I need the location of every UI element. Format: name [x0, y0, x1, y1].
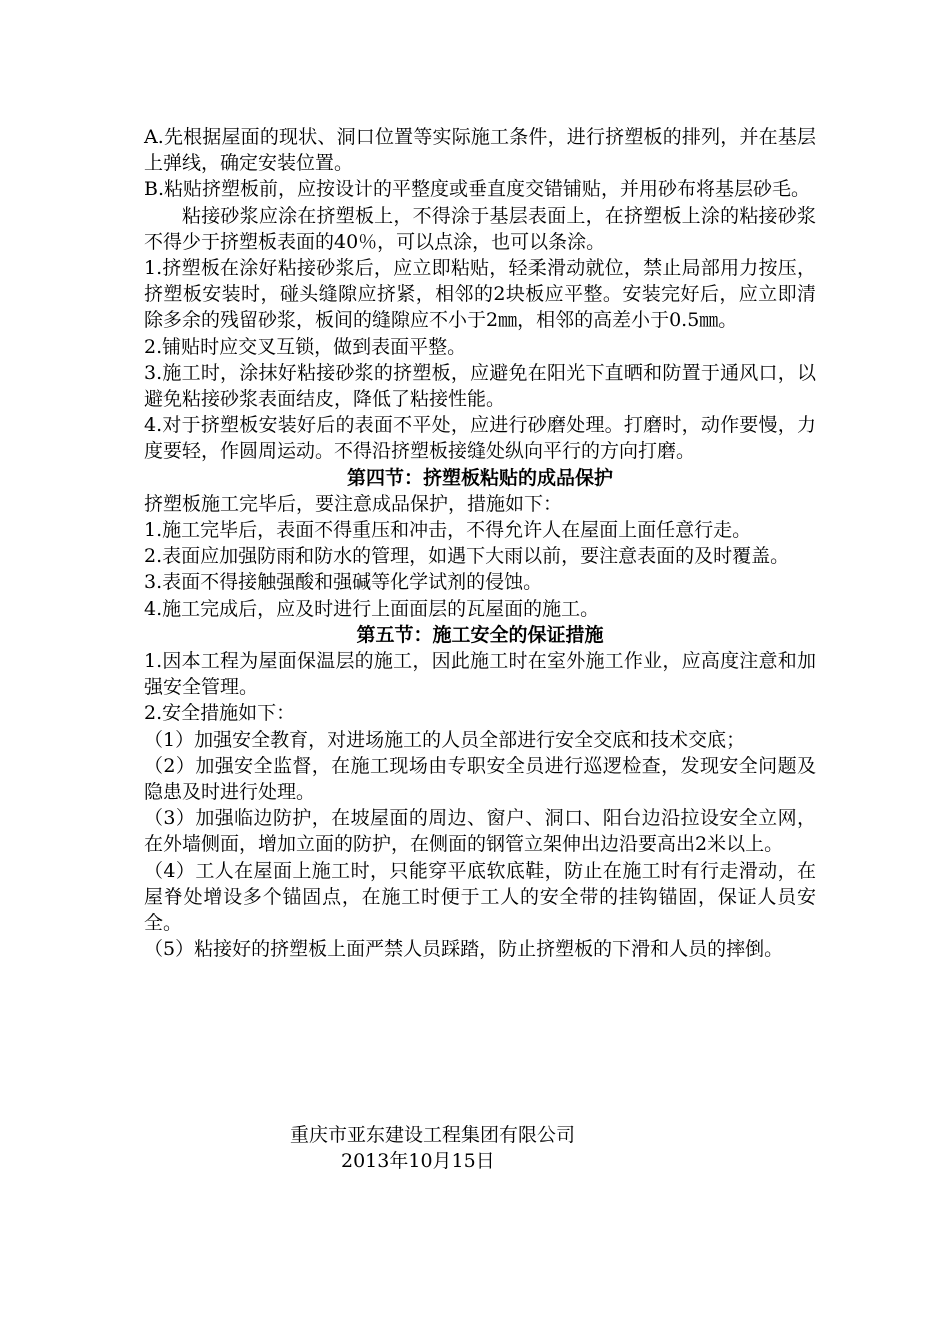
paragraph-b: B.粘贴挤塑板前，应按设计的平整度或垂直度交错铺贴，并用砂布将基层砂毛。: [144, 178, 811, 201]
paragraph-step-1: 1.挤塑板在涂好粘接砂浆后，应立即粘贴，轻柔滑动就位，禁止局部用力按压，挤塑板安装时，碰头缝隙应挤紧，相邻的2块板应平整。安装完好后，应立即清除多余的残留砂浆，板间的缝隙应不小于2㎜，相邻的高差小于0.5㎜。: [144, 257, 816, 332]
document-body: [144, 124, 816, 963]
section-5-item-1: 1.因本工程为屋面保温层的施工，因此施工时在室外施工作业，应高度注意和加强安全管理。: [144, 650, 816, 699]
section-5-heading: 第五节：施工安全的保证措施: [356, 623, 604, 646]
section-4-item-1: 1.施工完毕后，表面不得重压和冲击，不得允许人在屋面上面任意行走。: [144, 519, 752, 542]
section-4-item-3: 3.表面不得接触强酸和强碱等化学试剂的侵蚀。: [144, 571, 543, 594]
safety-measure-5: （5）粘接好的挤塑板上面严禁人员踩踏，防止挤塑板的下滑和人员的摔倒。: [144, 938, 784, 961]
section-4-item-2: 2.表面应加强防雨和防水的管理，如遇下大雨以前，要注意表面的及时覆盖。: [144, 545, 790, 568]
safety-measure-1: （1）加强安全教育，对进场施工的人员全部进行安全交底和技术交底；: [144, 728, 746, 751]
signature-date: 2013年10月15日: [341, 1150, 495, 1172]
safety-measure-2: （2）加强安全监督，在施工现场由专职安全员进行巡逻检查，发现安全问题及隐患及时进行处理。: [144, 754, 816, 804]
paragraph-step-2: 2.铺贴时应交叉互锁，做到表面平整。: [144, 335, 467, 358]
section-4-heading: 第四节：挤塑板粘贴的成品保护: [346, 466, 613, 489]
paragraph-step-4: 4.对于挤塑板安装好后的表面不平处，应进行砂磨处理。打磨时，动作要慢，力度要轻，作圆周运动。不得沿挤塑板接缝处纵向平行的方向打磨。: [144, 414, 816, 463]
section-5-item-2: 2.安全措施如下：: [144, 702, 296, 725]
section-4-item-4: 4.施工完成后，应及时进行上面面层的瓦屋面的施工。: [144, 597, 600, 620]
paragraph-a: A.先根据屋面的现状、洞口位置等实际施工条件，进行挤塑板的排列，并在基层上弹线，确定安装位置。: [144, 126, 816, 175]
signature-company: 重庆市亚东建设工程集团有限公司: [290, 1124, 576, 1146]
section-4-intro: 挤塑板施工完毕后，要注意成品保护，措施如下：: [144, 492, 563, 515]
safety-measure-4: （4）工人在屋面上施工时，只能穿平底软底鞋，防止在施工时有行走滑动，在屋脊处增设多个锚固点，在施工时便于工人的安全带的挂钩锚固，保证人员安全。: [144, 859, 816, 935]
paragraph-mortar: 粘接砂浆应涂在挤塑板上，不得涂于基层表面上，在挤塑板上涂的粘接砂浆不得少于挤塑板表面的40％，可以点涂，也可以条涂。: [144, 204, 816, 253]
paragraph-step-3: 3.施工时，涂抹好粘接砂浆的挤塑板，应避免在阳光下直晒和防置于通风口，以避免粘接砂浆表面结皮，降低了粘接性能。: [144, 361, 816, 411]
safety-measure-3: （3）加强临边防护，在坡屋面的周边、窗户、洞口、阳台边沿拉设安全立网，在外墙侧面，增加立面的防护，在侧面的钢管立架伸出边沿要高出2米以上。: [144, 807, 816, 856]
